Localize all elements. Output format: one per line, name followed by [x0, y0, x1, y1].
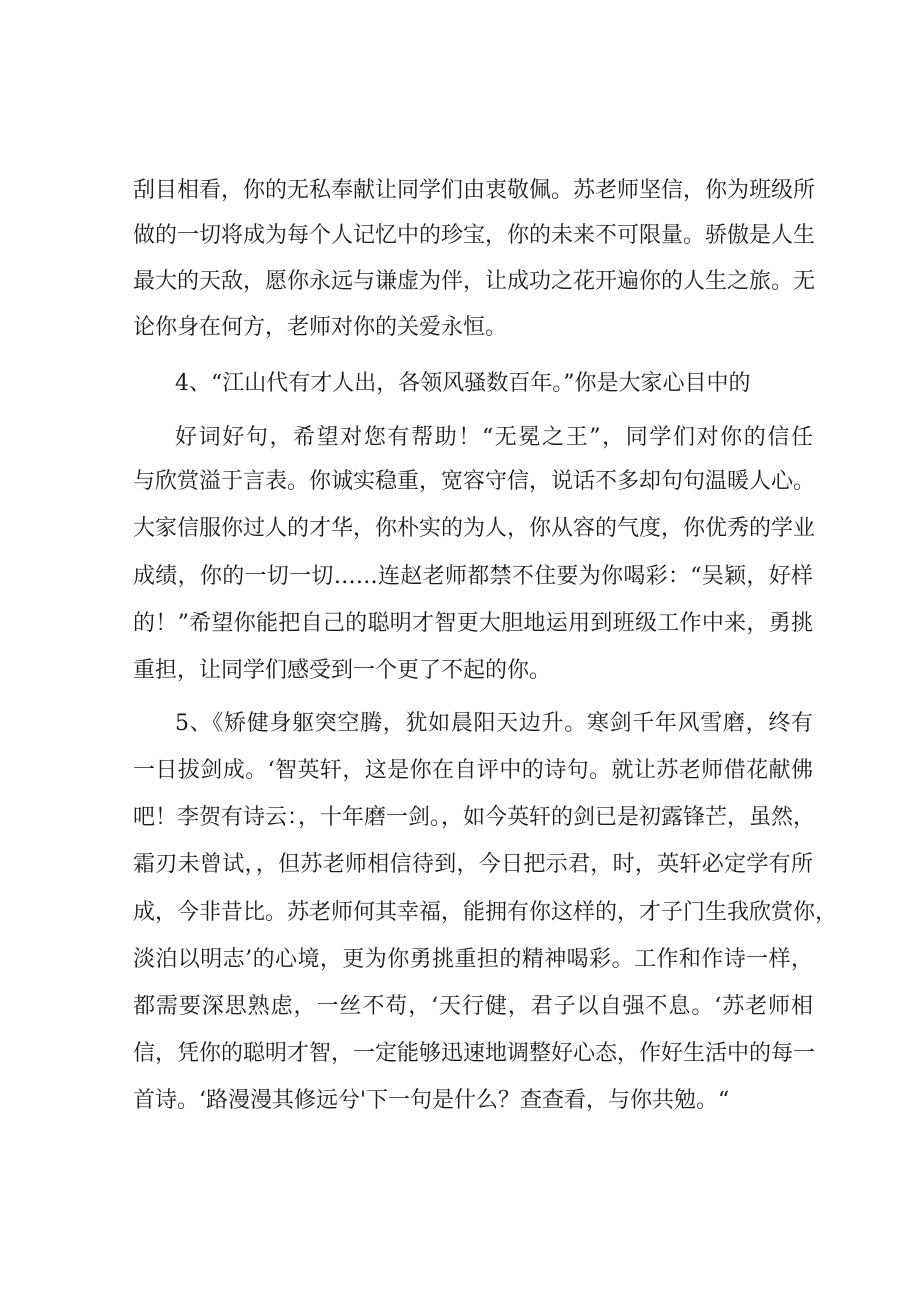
paragraph-line: 成，今非昔比。苏老师何其幸福，能拥有你这样的，才子门生我欣赏你，: [133, 900, 838, 925]
paragraph-line: 与欣赏溢于言表。你诚实稳重，宽容守信，说话不多却句句温暖人心。: [133, 469, 816, 494]
paragraph-line: 重担，让同学们感受到一个更了不起的你。: [133, 658, 552, 683]
paragraph-line: 大家信服你过人的才华，你朴实的为人，你从容的气度，你优秀的学业: [133, 516, 816, 541]
paragraph-line: 吧！李贺有诗云：，十年磨一剑。，如今英轩的剑已是初露锋芒，虽然，: [133, 805, 816, 830]
paragraph-line: 做的一切将成为每个人记忆中的珍宝，你的未来不可限量。骄傲是人生: [133, 223, 816, 248]
paragraph-line: 的！”希望你能把自己的聪明才智更大胆地运用到班级工作中来，勇挑: [133, 611, 813, 636]
paragraph-line: 信，凭你的聪明才智，一定能够迅速地调整好心态，作好生活中的每一: [133, 1041, 816, 1066]
paragraph-line: 成绩，你的一切一切……连赵老师都禁不住要为你喝彩：“吴颖，好样: [133, 564, 813, 589]
paragraph-line: 4、“江山代有才人出，各领风骚数百年。”你是大家心目中的: [175, 371, 751, 396]
paragraph-line: 都需要深思熟虑，一丝不苟，‘天行健，君子以自强不息。‘苏老师相: [133, 994, 813, 1019]
paragraph-line: 首诗。‘路漫漫其修远兮'下一句是什么？查查看，与你共勉。“: [133, 1088, 730, 1113]
paragraph-line: 霜刃未曾试，，但苏老师相信待到，今日把示君，时，英轩必定学有所: [133, 852, 813, 877]
paragraph-line: 一日拔剑成。‘智英轩，这是你在自评中的诗句。就让苏老师借花献佛: [133, 758, 813, 783]
paragraph-line: 最大的天敌，愿你永远与谦虚为伴，让成功之花开遍你的人生之旅。无: [133, 269, 816, 294]
paragraph-line: 5、《矫健身躯突空腾，犹如晨阳天边升。寒剑千年风雪磨，终有: [175, 711, 813, 736]
paragraph-line: 好词好句，希望对您有帮助！“无冕之王”，同学们对你的信任: [175, 425, 813, 450]
paragraph-line: 刮目相看，你的无私奉献让同学们由衷敬佩。苏老师坚信，你为班级所: [133, 178, 816, 203]
paragraph-line: 淡泊以明志’的心境，更为你勇挑重担的精神喝彩。工作和作诗一样，: [133, 947, 813, 972]
paragraph-line: 论你身在何方，老师对你的关爱永恒。: [133, 315, 508, 340]
